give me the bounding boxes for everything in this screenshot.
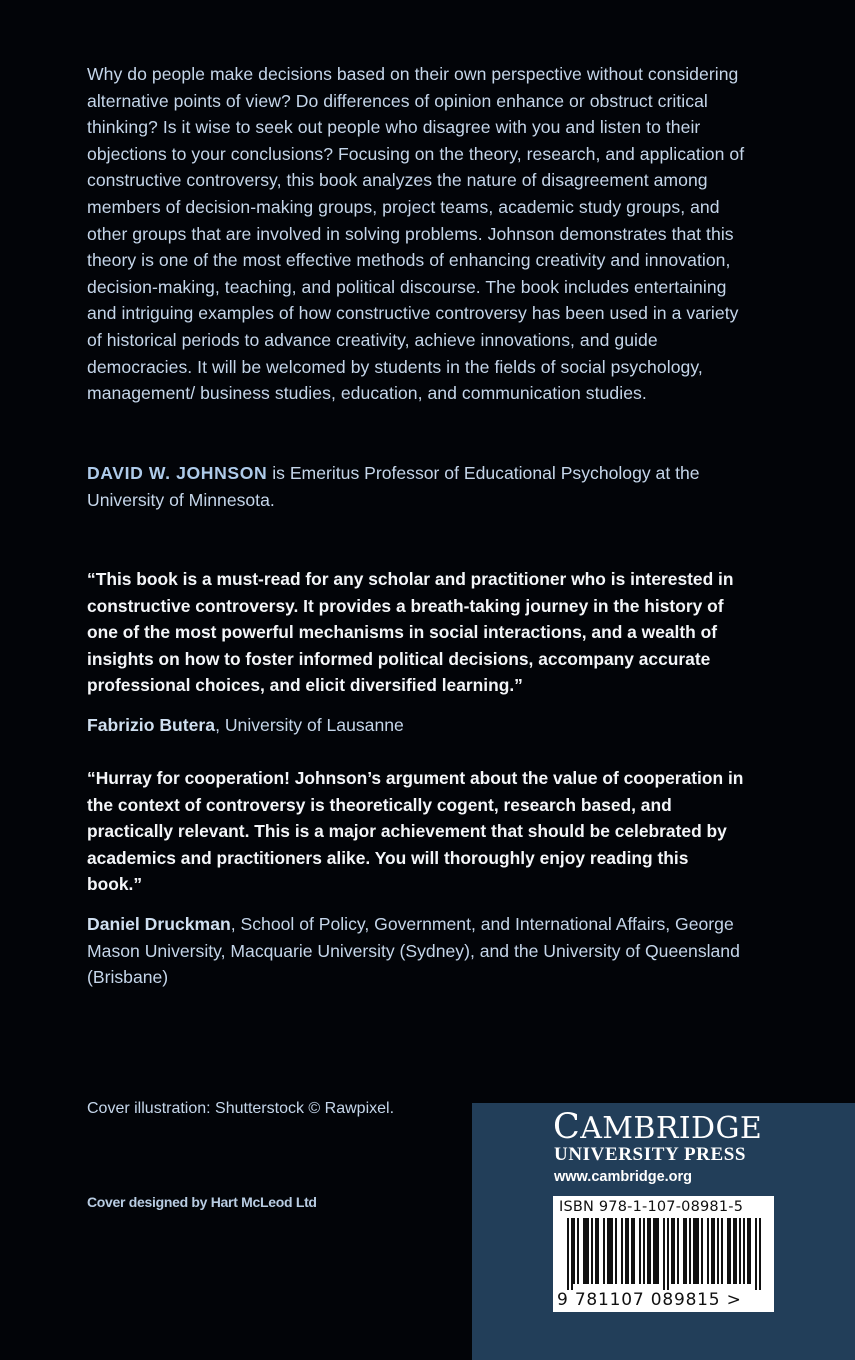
barcode-digits: 9 781107 089815 > [557, 1290, 742, 1310]
publisher-subtitle: UNIVERSITY PRESS [554, 1144, 747, 1165]
barcode-bar [695, 1218, 697, 1284]
barcode-bar [697, 1218, 699, 1284]
endorser-name: Fabrizio Butera [87, 715, 216, 735]
barcode-bar [595, 1218, 597, 1284]
barcode-bar [721, 1218, 723, 1284]
barcode-bar [711, 1218, 713, 1284]
barcode-bar [611, 1218, 613, 1284]
barcode-bar [647, 1218, 649, 1284]
barcode-bar [755, 1218, 757, 1290]
barcode-bar [583, 1218, 585, 1284]
endorsement-attribution [87, 911, 747, 991]
author-bio [87, 460, 747, 513]
barcode-bar [633, 1218, 635, 1284]
endorsement-quote: “This book is a must-read for any scholar and practitioner who is interested in constructive controversy. It provides a breath-taking journey in the history of one of the most powerful mechanisms in social interactions, and a wealth of insights on how to foster informed political decisions, accompany accurate professional choices, and elicit diversified learning.” [87, 569, 734, 696]
barcode-bar [603, 1218, 605, 1284]
cover-design-credit: Cover designed by Hart McLeod Ltd [87, 1194, 317, 1210]
barcode-bar [747, 1218, 749, 1284]
barcode-bar [571, 1218, 573, 1290]
barcode-bar [573, 1218, 575, 1284]
endorser-name: Daniel Druckman [87, 914, 231, 934]
barcode-bar [649, 1218, 651, 1284]
barcode-bar [717, 1218, 719, 1284]
publisher-panel [472, 1103, 855, 1360]
barcode-bar [707, 1218, 709, 1284]
barcode-bar [735, 1218, 737, 1284]
barcode-bar [577, 1218, 579, 1284]
barcode-bar [627, 1218, 629, 1284]
barcode-bar [615, 1218, 617, 1284]
book-description: Why do people make decisions based on their own perspective without considering alternative points of view? Do differences of opinion enhance or obstruct critical thinking? Is it wise to seek out people who disagree with you and listen to their objections to your conclusions? Focusing on the theory, research, and application of constructive controversy, this book analyzes the nature of disagreement among members of decision-making groups, project teams, academic study groups, and other groups that are involved in solving problems. Johnson demonstrates that this theory is one of the most effective methods of enhancing creativity and innovation, decision-making, teaching, and political discourse. The book includes entertaining and intriguing examples of how constructive controversy has been used in a variety of historical periods to advance creativity, achieve innovations, and guide democracies. It will be welcomed by students in the fields of social psychology, management/ business studies, education, and communication studies. [87, 64, 745, 404]
barcode-bar [689, 1218, 691, 1284]
barcode-bar [597, 1218, 599, 1284]
barcode-bar [727, 1218, 729, 1284]
isbn-label: ISBN 978-1-107-08981-5 [559, 1199, 744, 1215]
endorser-affiliation: , University of Lausanne [215, 715, 404, 735]
endorsement-attribution [87, 712, 747, 739]
barcode-bar [713, 1218, 715, 1284]
barcode-bar [759, 1218, 761, 1290]
barcode-bar [631, 1218, 633, 1284]
publisher-logo-name [553, 1109, 762, 1147]
barcode-bar [655, 1218, 657, 1284]
barcode-bar [749, 1218, 751, 1284]
barcode-bar [663, 1218, 665, 1290]
barcode-bar [701, 1218, 703, 1284]
publisher-initial: C [553, 1107, 581, 1147]
barcode-bar [643, 1218, 645, 1284]
barcode-bar [585, 1218, 587, 1284]
isbn-barcode-box [553, 1196, 774, 1312]
barcode-bar [671, 1218, 673, 1284]
barcode-bar [685, 1218, 687, 1284]
barcode-bar [609, 1218, 611, 1284]
barcode-bar [743, 1218, 745, 1284]
barcode-icon [553, 1218, 774, 1290]
barcode-bar [683, 1218, 685, 1284]
barcode-bar [667, 1218, 669, 1290]
barcode-bar [739, 1218, 741, 1284]
barcode-bar [567, 1218, 569, 1290]
barcode-bar [621, 1218, 623, 1284]
publisher-name-rest: AMBRIDGE [580, 1111, 763, 1146]
barcode-bar [653, 1218, 655, 1284]
publisher-url: www.cambridge.org [554, 1169, 693, 1185]
barcode-bar [677, 1218, 679, 1284]
author-bio-text: is Emeritus Professor of Educational Psychology at the University of Minnesota. [87, 463, 700, 510]
barcode-bar [673, 1218, 675, 1284]
barcode-bar [591, 1218, 593, 1284]
barcode-bar [625, 1218, 627, 1284]
author-name: DAVID W. JOHNSON [87, 463, 268, 483]
cover-illustration-credit: Cover illustration: Shutterstock © Rawpixel. [87, 1100, 395, 1117]
barcode-bar [587, 1218, 589, 1284]
barcode-bar [693, 1218, 695, 1284]
barcode-bar [657, 1218, 659, 1284]
endorsement-quote: “Hurray for cooperation! Johnson’s argument about the value of cooperation in the context of controversy is theoretically cogent, research based, and practically relevant. This is a major achievement that should be celebrated by academics and practitioners alike. You will thoroughly enjoy reading this book.” [87, 768, 744, 895]
endorser-affiliation: , School of Policy, Government, and International Affairs, George Mason University, Macquarie University (Sydney), and the University of Queensland (Brisbane) [87, 914, 740, 988]
barcode-bar [733, 1218, 735, 1284]
barcode-bar [729, 1218, 731, 1284]
barcode-bar [639, 1218, 641, 1284]
barcode-bar [607, 1218, 609, 1284]
